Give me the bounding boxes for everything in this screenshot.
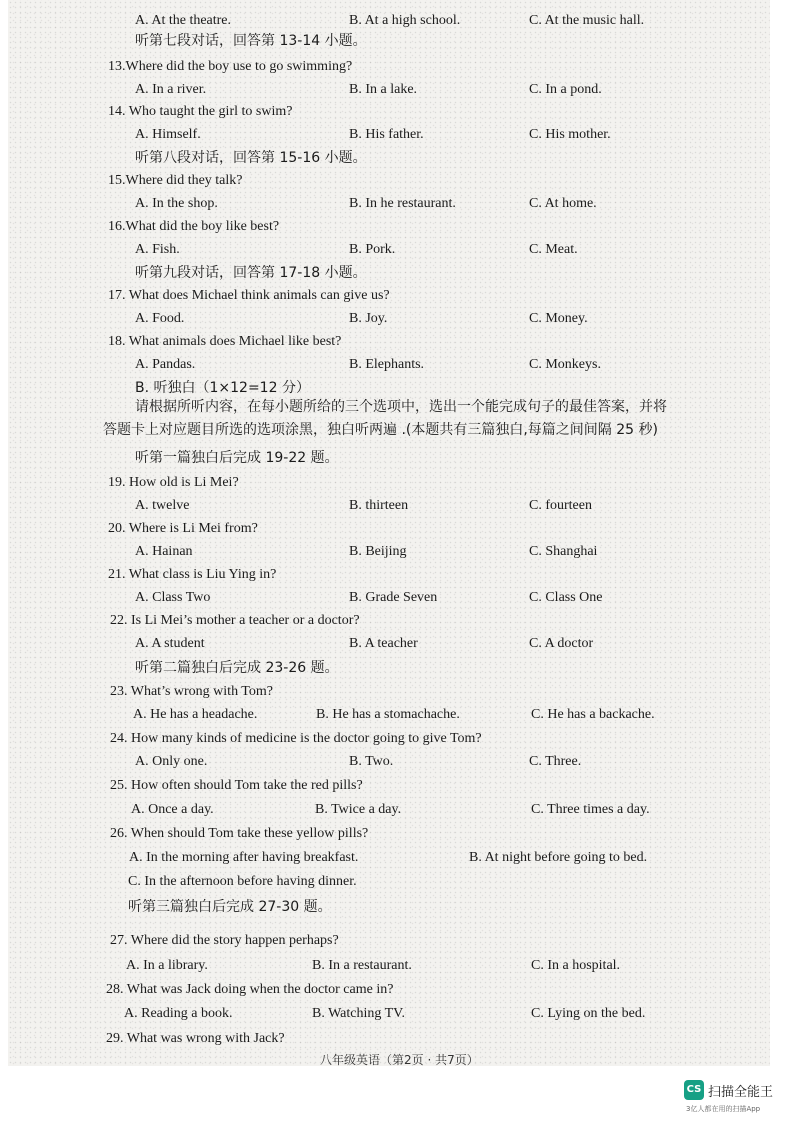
answer-option: C. Class One xyxy=(529,590,603,605)
question-text: 15.Where did they talk? xyxy=(108,173,243,188)
question-text: 26. When should Tom take these yellow pills? xyxy=(110,826,369,841)
watermark-tagline: 3亿人都在用的扫描App xyxy=(686,1105,761,1113)
answer-option: B. His father. xyxy=(349,127,424,142)
answer-option: C. At home. xyxy=(529,196,597,211)
question-text: C. In the afternoon before having dinner. xyxy=(128,874,357,889)
watermark-name: 扫描全能王 xyxy=(708,1085,774,1100)
answer-option: B. Two. xyxy=(349,754,394,769)
question-text: 29. What was wrong with Jack? xyxy=(106,1031,285,1046)
section-instruction: 听第九段对话，回答第 17-18 小题。 xyxy=(135,265,367,281)
answer-option: B. In a restaurant. xyxy=(312,958,412,973)
answer-option: A. He has a headache. xyxy=(133,707,258,722)
section-instruction: 听第三篇独白后完成 27-30 题。 xyxy=(128,899,332,915)
question-text: 27. Where did the story happen perhaps? xyxy=(110,933,339,948)
question-text: 28. What was Jack doing when the doctor came in? xyxy=(106,982,394,997)
section-instruction: B. 听独白（1×12=12 分） xyxy=(135,380,310,396)
answer-option: C. Three times a day. xyxy=(531,802,650,817)
answer-option: C. Lying on the bed. xyxy=(531,1006,646,1021)
answer-option: C. fourteen xyxy=(529,498,592,513)
section-instruction: 听第一篇独白后完成 19-22 题。 xyxy=(135,450,339,466)
question-text: 22. Is Li Mei’s mother a teacher or a doctor? xyxy=(110,613,360,628)
question-text: 20. Where is Li Mei from? xyxy=(108,521,258,536)
question-text: 17. What does Michael think animals can give us? xyxy=(108,288,390,303)
answer-option: A. Only one. xyxy=(135,754,208,769)
answer-option: A. At the theatre. xyxy=(135,13,232,28)
section-instruction: 答题卡上对应题目所选的选项涂黑，独白听两遍 .(本题共有三篇独白,每篇之间间隔 25 秒) xyxy=(103,422,658,438)
answer-option: A. Class Two xyxy=(135,590,211,605)
answer-option: C. In a hospital. xyxy=(531,958,621,973)
answer-option: A. In the morning after having breakfast. xyxy=(129,850,359,865)
question-text: 24. How many kinds of medicine is the doctor going to give Tom? xyxy=(110,731,482,746)
question-text: 19. How old is Li Mei? xyxy=(108,475,239,490)
answer-option: B. thirteen xyxy=(349,498,409,513)
answer-option: A. In a library. xyxy=(126,958,208,973)
answer-option: C. A doctor xyxy=(529,636,594,651)
question-text: 13.Where did the boy use to go swimming? xyxy=(108,59,353,74)
answer-option: A. twelve xyxy=(135,498,190,513)
answer-option: B. Watching TV. xyxy=(312,1006,405,1021)
answer-option: B. Grade Seven xyxy=(349,590,438,605)
answer-option: C. In a pond. xyxy=(529,82,602,97)
camscanner-logo-icon: CS xyxy=(684,1080,704,1100)
answer-option: A. Hainan xyxy=(135,544,193,559)
answer-option: B. In he restaurant. xyxy=(349,196,456,211)
question-text: 18. What animals does Michael like best? xyxy=(108,334,342,349)
section-instruction: 听第二篇独白后完成 23-26 题。 xyxy=(135,660,339,676)
answer-option: C. He has a backache. xyxy=(531,707,655,722)
question-text: 25. How often should Tom take the red pills? xyxy=(110,778,363,793)
answer-option: C. Meat. xyxy=(529,242,578,257)
answer-option: A. In a river. xyxy=(135,82,207,97)
scanner-watermark xyxy=(684,1080,788,1116)
answer-option: A. Reading a book. xyxy=(124,1006,233,1021)
answer-option: B. He has a stomachache. xyxy=(316,707,460,722)
answer-option: A. Food. xyxy=(135,311,185,326)
page-footer: 八年级英语（第2页 · 共7页） xyxy=(320,1053,479,1067)
answer-option: A. Once a day. xyxy=(131,802,214,817)
question-text: 21. What class is Liu Ying in? xyxy=(108,567,277,582)
question-text: 16.What did the boy like best? xyxy=(108,219,280,234)
answer-option: A. Fish. xyxy=(135,242,180,257)
answer-option: B. Pork. xyxy=(349,242,396,257)
section-instruction: 听第八段对话，回答第 15-16 小题。 xyxy=(135,150,367,166)
answer-option: B. At night before going to bed. xyxy=(469,850,648,865)
answer-option: B. At a high school. xyxy=(349,13,461,28)
answer-option: C. Three. xyxy=(529,754,582,769)
section-instruction: 请根据所听内容，在每小题所给的三个选项中，选出一个能完成句子的最佳答案，并将 xyxy=(135,399,667,415)
answer-option: B. Beijing xyxy=(349,544,407,559)
answer-option: B. Twice a day. xyxy=(315,802,402,817)
answer-option: A. Himself. xyxy=(135,127,201,142)
question-text: 14. Who taught the girl to swim? xyxy=(108,104,293,119)
answer-option: C. At the music hall. xyxy=(529,13,645,28)
scanned-page xyxy=(8,0,770,1066)
answer-option: B. Joy. xyxy=(349,311,388,326)
section-instruction: 听第七段对话，回答第 13-14 小题。 xyxy=(135,33,367,49)
answer-option: B. A teacher xyxy=(349,636,418,651)
answer-option: B. In a lake. xyxy=(349,82,418,97)
question-text: 23. What’s wrong with Tom? xyxy=(110,684,273,699)
answer-option: C. Shanghai xyxy=(529,544,598,559)
answer-option: C. Monkeys. xyxy=(529,357,601,372)
answer-option: A. Pandas. xyxy=(135,357,196,372)
answer-option: A. In the shop. xyxy=(135,196,218,211)
answer-option: C. Money. xyxy=(529,311,588,326)
answer-option: B. Elephants. xyxy=(349,357,425,372)
answer-option: A. A student xyxy=(135,636,205,651)
answer-option: C. His mother. xyxy=(529,127,611,142)
